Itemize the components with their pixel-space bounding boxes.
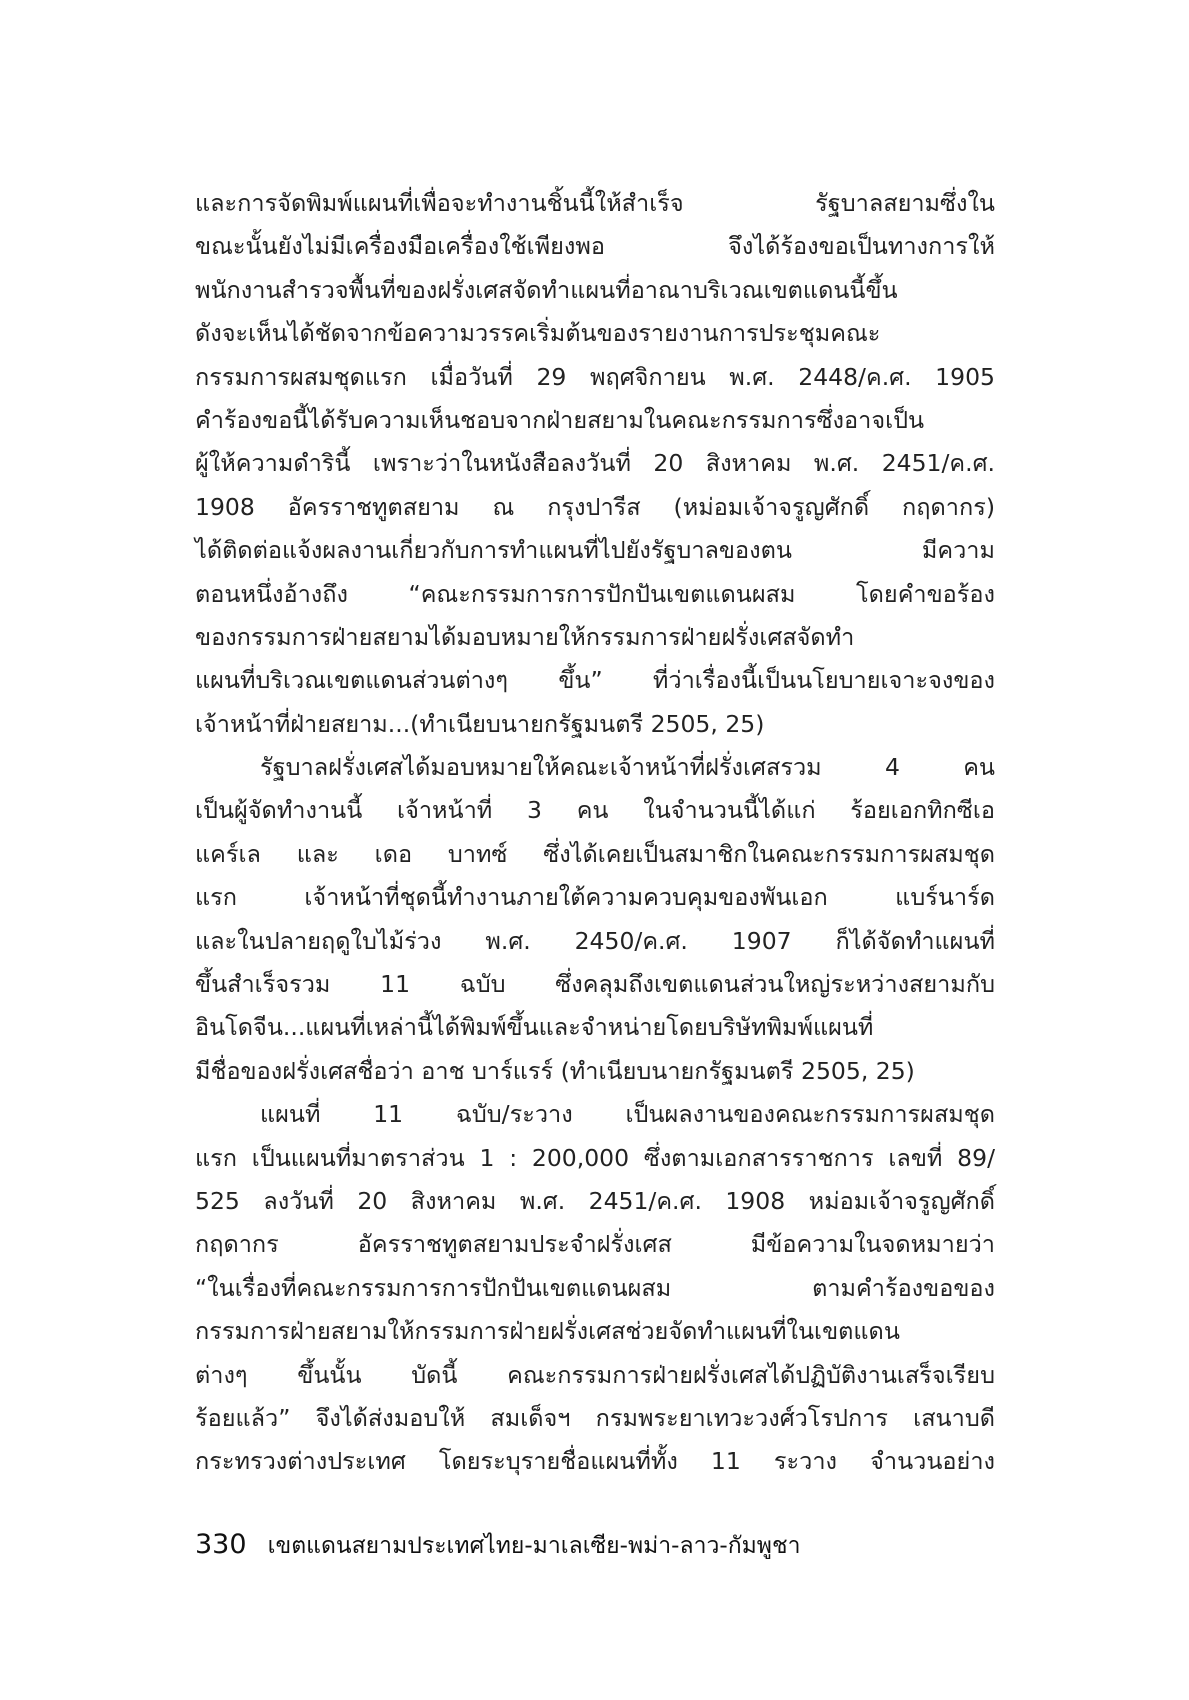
- text-line: พนักงานสำรวจพื้นที่ของฝรั่งเศสจัดทำแผนที่อาณาบริเวณเขตแดนนี้ขึ้น: [195, 275, 898, 304]
- text-line: ดังจะเห็นได้ชัดจากข้อความวรรคเริ่มต้นของรายงานการประชุมคณะ: [195, 319, 881, 348]
- text-line: มีชื่อของฝรั่งเศสชื่อว่า อาช บาร์แรร์ (ทำเนียบนายกรัฐมนตรี 2505, 25): [195, 1056, 915, 1085]
- text-line: และในปลายฤดูใบไม้ร่วง พ.ศ. 2450/ค.ศ. 1907 ก็ได้จัดทำแผนที่: [195, 926, 995, 955]
- text-line: ต่างๆ ขึ้นนั้น บัดนี้ คณะกรรมการฝ่ายฝรั่งเศสได้ปฏิบัติงานเสร็จเรียบ: [195, 1360, 995, 1389]
- text-line: กรรมการฝ่ายสยามให้กรรมการฝ่ายฝรั่งเศสช่วยจัดทำแผนที่ในเขตแดน: [195, 1317, 900, 1346]
- text-line: กระทรวงต่างประเทศ โดยระบุรายชื่อแผนที่ทั้ง 11 ระวาง จำนวนอย่าง: [195, 1447, 995, 1476]
- text-line: 525 ลงวันที่ 20 สิงหาคม พ.ศ. 2451/ค.ศ. 1908 หม่อมเจ้าจรูญศักดิ์: [195, 1186, 995, 1215]
- text-line: รัฐบาลฝรั่งเศสได้มอบหมายให้คณะเจ้าหน้าที่ฝรั่งเศสรวม 4 คน: [260, 753, 995, 782]
- text-line: กรรมการผสมชุดแรก เมื่อวันที่ 29 พฤศจิกายน พ.ศ. 2448/ค.ศ. 1905: [195, 362, 995, 391]
- text-line: แรก เจ้าหน้าที่ชุดนี้ทำงานภายใต้ความควบคุมของพันเอก แบร์นาร์ด: [195, 883, 995, 912]
- text-line: 1908 อัครราชทูตสยาม ณ กรุงปารีส (หม่อมเจ้าจรูญศักดิ์ กฤดากร): [195, 492, 995, 521]
- text-line: ขณะนั้นยังไม่มีเครื่องมือเครื่องใช้เพียงพอ จึงได้ร้องขอเป็นทางการให้: [195, 232, 995, 261]
- page-number: 330: [195, 1529, 247, 1560]
- page-footer: [195, 1525, 800, 1565]
- text-line: ได้ติดต่อแจ้งผลงานเกี่ยวกับการทำแผนที่ไปยังรัฐบาลของตน มีความ: [195, 536, 995, 565]
- text-line: อินโดจีน...แผนที่เหล่านี้ได้พิมพ์ขึ้นและจำหน่ายโดยบริษัทพิมพ์แผนที่: [195, 1013, 874, 1042]
- text-line: กฤดากร อัครราชทูตสยามประจำฝรั่งเศส มีข้อความในจดหมายว่า: [195, 1230, 995, 1259]
- text-line: ร้อยแล้ว” จึงได้ส่งมอบให้ สมเด็จฯ กรมพระยาเทวะวงศ์วโรปการ เสนาบดี: [195, 1403, 995, 1432]
- text-line: แคร์เล และ เดอ บาทซ์ ซึ่งได้เคยเป็นสมาชิกในคณะกรรมการผสมชุด: [195, 839, 995, 868]
- text-line: แรก เป็นแผนที่มาตราส่วน 1 : 200,000 ซึ่งตามเอกสารราชการ เลขที่ 89/: [195, 1143, 995, 1172]
- text-line: ผู้ให้ความดำรินี้ เพราะว่าในหนังสือลงวันที่ 20 สิงหาคม พ.ศ. 2451/ค.ศ.: [195, 449, 995, 478]
- body-text: [195, 182, 995, 1484]
- text-line: แผนที่บริเวณเขตแดนส่วนต่างๆ ขึ้น” ที่ว่าเรื่องนี้เป็นนโยบายเจาะจงของ: [195, 666, 995, 695]
- text-line: แผนที่ 11 ฉบับ/ระวาง เป็นผลงานของคณะกรรมการผสมชุด: [260, 1100, 995, 1129]
- text-line: เป็นผู้จัดทำงานนี้ เจ้าหน้าที่ 3 คน ในจำนวนนี้ได้แก่ ร้อยเอกทิกซีเอ: [195, 796, 995, 825]
- text-line: ตอนหนึ่งอ้างถึง “คณะกรรมการการปักปันเขตแดนผสม โดยคำขอร้อง: [195, 579, 995, 608]
- text-line: “ในเรื่องที่คณะกรรมการการปักปันเขตแดนผสม ตามคำร้องขอของ: [195, 1273, 995, 1302]
- text-line: คำร้องขอนี้ได้รับความเห็นชอบจากฝ่ายสยามในคณะกรรมการซึ่งอาจเป็น: [195, 405, 925, 434]
- running-title: เขตแดนสยามประเทศไทย-มาเลเซีย-พม่า-ลาว-กัมพูชา: [267, 1533, 801, 1559]
- text-line: ขึ้นสำเร็จรวม 11 ฉบับ ซึ่งคลุมถึงเขตแดนส่วนใหญ่ระหว่างสยามกับ: [195, 970, 995, 999]
- text-line: และการจัดพิมพ์แผนที่เพื่อจะทำงานชิ้นนี้ให้สำเร็จ รัฐบาลสยามซึ่งใน: [195, 189, 995, 217]
- text-line: เจ้าหน้าที่ฝ่ายสยาม...(ทำเนียบนายกรัฐมนตรี 2505, 25): [195, 709, 765, 738]
- text-line: ของกรรมการฝ่ายสยามได้มอบหมายให้กรรมการฝ่ายฝรั่งเศสจัดทำ: [195, 622, 855, 651]
